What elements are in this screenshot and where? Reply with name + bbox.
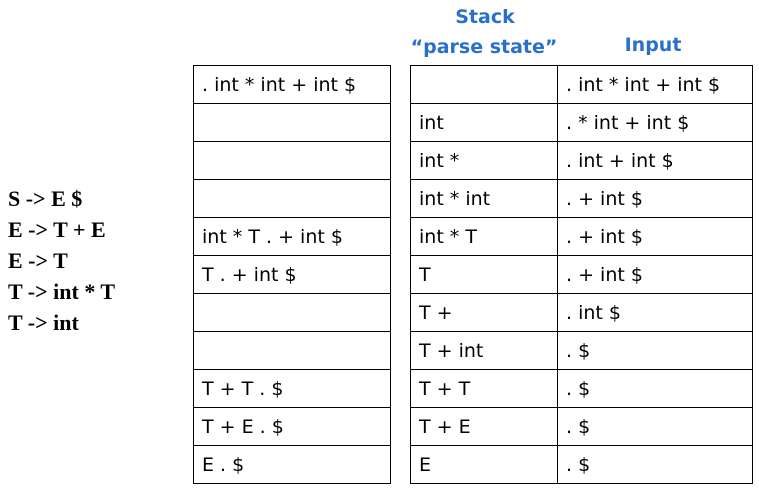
table-row	[411, 294, 753, 332]
stack-cell: T	[411, 256, 558, 294]
input-cell: . * int + int $	[558, 104, 753, 142]
left-cell	[194, 180, 391, 218]
table-row	[411, 104, 753, 142]
left-cell: int * T . + int $	[194, 218, 391, 256]
left-cell: T . + int $	[194, 256, 391, 294]
grammar-rule: E -> T + E	[8, 217, 106, 242]
input-header: Input	[624, 34, 682, 56]
table-row	[194, 66, 391, 104]
input-cell: . + int $	[558, 218, 753, 256]
table-row	[411, 142, 753, 180]
input-cell: . $	[558, 332, 753, 370]
left-cell: T + T . $	[194, 370, 391, 408]
stack-header: Stack	[455, 6, 515, 28]
stack-cell: int *	[411, 142, 558, 180]
input-cell: . int $	[558, 294, 753, 332]
input-cell: . $	[558, 370, 753, 408]
table-row	[194, 370, 391, 408]
stack-cell: int	[411, 104, 558, 142]
table-row	[411, 218, 753, 256]
input-cell: . + int $	[558, 180, 753, 218]
table-row	[194, 142, 391, 180]
parse-state-header: “parse state”	[410, 36, 558, 58]
table-row	[411, 180, 753, 218]
left-cell	[194, 332, 391, 370]
stack-cell: int * int	[411, 180, 558, 218]
left-trace-table	[193, 65, 391, 484]
left-cell	[194, 142, 391, 180]
input-cell: . int + int $	[558, 142, 753, 180]
left-cell: T + E . $	[194, 408, 391, 446]
table-row	[194, 408, 391, 446]
left-cell: . int * int + int $	[194, 66, 391, 104]
table-row	[411, 370, 753, 408]
table-row	[194, 180, 391, 218]
grammar-rule: T -> int * T	[8, 279, 116, 304]
grammar-rule: E -> T	[8, 248, 68, 273]
grammar-rule: T -> int	[8, 310, 79, 335]
table-row	[194, 294, 391, 332]
stack-cell: T + int	[411, 332, 558, 370]
table-row	[411, 256, 753, 294]
grammar-rules	[8, 183, 115, 338]
table-row	[411, 66, 753, 104]
grammar-rule: S -> E $	[8, 186, 83, 211]
left-cell	[194, 294, 391, 332]
table-row	[194, 218, 391, 256]
stack-cell: T +	[411, 294, 558, 332]
input-cell: . $	[558, 446, 753, 484]
input-cell: . + int $	[558, 256, 753, 294]
input-cell: . int * int + int $	[558, 66, 753, 104]
stack-cell: T + T	[411, 370, 558, 408]
stack-cell: T + E	[411, 408, 558, 446]
input-cell: . $	[558, 408, 753, 446]
stack-input-table	[410, 65, 753, 484]
table-row	[411, 446, 753, 484]
stack-cell	[411, 66, 558, 104]
table-row	[194, 104, 391, 142]
table-row	[194, 446, 391, 484]
table-row	[411, 332, 753, 370]
stack-cell: int * T	[411, 218, 558, 256]
left-cell: E . $	[194, 446, 391, 484]
left-cell	[194, 104, 391, 142]
table-row	[194, 332, 391, 370]
table-row	[194, 256, 391, 294]
stack-cell: E	[411, 446, 558, 484]
table-row	[411, 408, 753, 446]
